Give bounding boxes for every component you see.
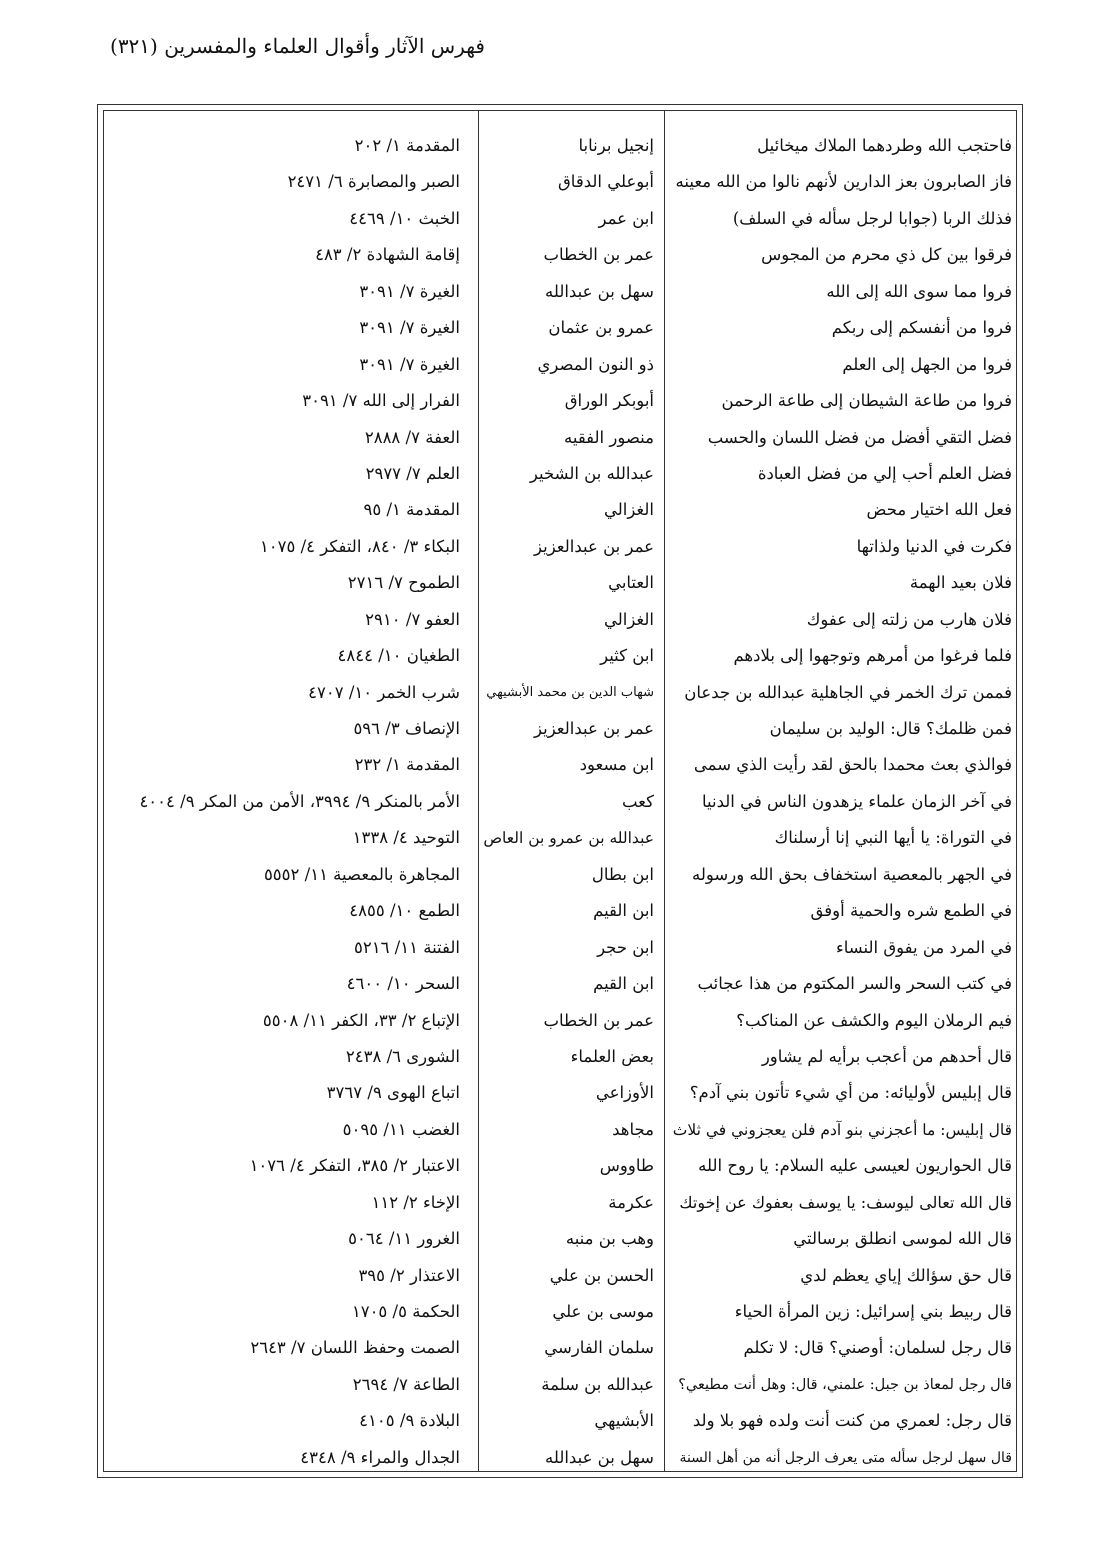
quote-author: شهاب الدين بن محمد الأبشيهي (486, 684, 654, 700)
quote-author: الحسن بن علي (549, 1265, 654, 1285)
page-number: (٣٢١) (110, 34, 158, 58)
quote-author: طاووس (599, 1156, 654, 1176)
table-row (104, 383, 1016, 419)
quote-text: قال الله تعالى ليوسف: يا يوسف بعفوك عن إخوتك (679, 1192, 1012, 1212)
quote-author: ابن مسعود (579, 755, 654, 775)
quote-reference: البلادة ٩/ ٤١٠٥ (359, 1411, 460, 1431)
table-row (104, 128, 1016, 164)
quote-reference: الاعتبار ٢/ ٣٨٥، التفكر ٤/ ١٠٧٦ (249, 1156, 460, 1176)
quote-reference: الغضب ١١/ ٥٠٩٥ (342, 1119, 460, 1139)
page-header (110, 34, 1022, 58)
quote-text: فلما فرغوا من أمرهم وتوجهوا إلى بلادهم (733, 646, 1012, 666)
quote-author: ذو النون المصري (537, 354, 654, 374)
quote-text: فضل التقي أفضل من فضل اللسان والحسب (707, 427, 1012, 447)
quote-reference: الاعتذار ٢/ ٣٩٥ (358, 1265, 460, 1285)
quote-author: سهل بن عبدالله (545, 281, 654, 301)
table-row (104, 1148, 1016, 1184)
table-row (104, 1185, 1016, 1221)
quote-reference: الإنصاف ٣/ ٥٩٦ (353, 719, 460, 738)
table-row (104, 201, 1016, 237)
quote-reference: إقامة الشهادة ٢/ ٤٨٣ (315, 245, 460, 265)
table-row (104, 1221, 1016, 1257)
quote-author: عبدالله بن الشخير (529, 463, 654, 483)
quote-text: قال الله لموسى انطلق برسالتي (793, 1229, 1012, 1249)
table-row (104, 1294, 1016, 1330)
quote-reference: المقدمة ١/ ٩٥ (363, 500, 460, 520)
table-row (104, 1075, 1016, 1111)
quote-reference: الفتنة ١١/ ٥٢١٦ (353, 937, 460, 957)
quote-reference: الفرار إلى الله ٧/ ٣٠٩١ (302, 391, 460, 411)
table-row (104, 1440, 1016, 1476)
quote-reference: الطغيان ١٠/ ٤٨٤٤ (337, 646, 460, 666)
quote-text: قال إبليس لأوليائه: من أي شيء تأتون بني آدم؟ (689, 1083, 1012, 1103)
quote-text: قال رجل: لعمري من كنت أنت ولده فهو بلا ولد (692, 1411, 1012, 1431)
quote-author: وهب بن منبه (565, 1229, 654, 1249)
table-row (104, 857, 1016, 893)
quote-text: في الجهر بالمعصية استخفاف بحق الله ورسوله (692, 864, 1012, 884)
table-row (104, 529, 1016, 565)
table-row (104, 1039, 1016, 1075)
quote-text: قال رجل لسلمان: أوصني؟ قال: لا تكلم (743, 1338, 1012, 1358)
table-row (104, 966, 1016, 1002)
quote-text: فروا من طاعة الشيطان إلى طاعة الرحمن (721, 391, 1012, 411)
table-row (104, 347, 1016, 383)
quote-reference: الأمر بالمنكر ٩/ ٣٩٩٤، الأمن من المكر ٩/ ٤٠٠٤ (139, 791, 460, 811)
quote-reference: الطاعة ٧/ ٢٦٩٤ (352, 1374, 460, 1394)
quote-text: فعل الله اختيار محض (866, 500, 1012, 520)
quote-text: قال أحدهم من أعجب برأيه لم يشاور (761, 1046, 1012, 1066)
quote-author: الأبشيهي (594, 1411, 654, 1431)
quote-text: قال سهل لرجل سأله متى يعرف الرجل أنه من أهل السنة (679, 1449, 1012, 1466)
quote-text: قال الحواريون لعيسى عليه السلام: يا روح الله (698, 1156, 1012, 1176)
quote-author: منصور الفقيه (564, 427, 654, 447)
quote-author: الغزالي (603, 609, 654, 629)
quote-reference: الغرور ١١/ ٥٠٦٤ (348, 1229, 460, 1249)
quote-reference: الطمع ١٠/ ٤٨٥٥ (349, 901, 460, 921)
quote-reference: الجدال والمراء ٩/ ٤٣٤٨ (300, 1447, 460, 1467)
quote-text: فروا مما سوى الله إلى الله (826, 281, 1012, 301)
quote-author: ابن القيم (593, 901, 654, 921)
quote-reference: اتباع الهوى ٩/ ٣٧٦٧ (326, 1083, 460, 1103)
quote-reference: الإتباع ٢/ ٣٣، الكفر ١١/ ٥٥٠٨ (262, 1010, 460, 1030)
quote-text: فيم الرملان اليوم والكشف عن المناكب؟ (736, 1010, 1012, 1030)
table-row (104, 1330, 1016, 1366)
quote-author: بعض العلماء (570, 1046, 654, 1066)
table-row (104, 747, 1016, 783)
quote-author: عكرمة (608, 1192, 654, 1212)
quote-reference: الصبر والمصابرة ٦/ ٢٤٧١ (287, 172, 460, 192)
page-header-title: فهرس الآثار وأقوال العلماء والمفسرين (164, 34, 485, 58)
quote-text: قال ربيط بني إسرائيل: زين المرأة الحياء (734, 1302, 1012, 1321)
quote-text: فمن ظلمك؟ قال: الوليد بن سليمان (769, 719, 1012, 738)
table-row (104, 1003, 1016, 1039)
quote-author: ابن بطال (591, 864, 654, 884)
quote-text: قال حق سؤالك إياي يعظم لدي (800, 1265, 1012, 1285)
quote-reference: الغيرة ٧/ ٣٠٩١ (359, 354, 460, 374)
quote-author: عبدالله بن سلمة (541, 1374, 654, 1394)
table-row (104, 420, 1016, 456)
table-row (104, 1367, 1016, 1403)
quote-text: فرقوا بين كل ذي محرم من المجوس (761, 245, 1012, 265)
quote-author: عمر بن عبدالعزيز (534, 536, 654, 556)
quote-author: إنجيل برنابا (578, 136, 654, 155)
quote-text: فضل العلم أحب إلي من فضل العبادة (757, 463, 1012, 483)
quote-text: فوالذي بعث محمدا بالحق لقد رأيت الذي سمى (693, 755, 1012, 775)
quote-text: فاز الصابرون بعز الدارين لأنهم نالوا من الله معينه (675, 172, 1012, 192)
quote-text: في كتب السحر والسر المكتوم من هذا عجائب (697, 974, 1012, 994)
quote-author: مجاهد (612, 1119, 654, 1139)
table-row (104, 1112, 1016, 1148)
quote-text: قال إبليس: ما أعجزني بنو آدم فلن يعجزوني في ثلاث (672, 1120, 1012, 1139)
quote-text: في آخر الزمان علماء يزهدون الناس في الدنيا (702, 791, 1012, 811)
quote-reference: المقدمة ١/ ٢٣٢ (354, 755, 460, 775)
quote-text: فلان بعيد الهمة (909, 573, 1012, 593)
quote-author: سهل بن عبدالله (545, 1447, 654, 1467)
table-row (104, 1403, 1016, 1439)
quote-author: ابن كثير (600, 646, 654, 666)
table-row (104, 711, 1016, 747)
quote-author: الغزالي (603, 500, 654, 520)
quote-reference: المجاهرة بالمعصية ١١/ ٥٥٥٢ (263, 864, 460, 884)
quote-reference: العفة ٧/ ٢٨٨٨ (364, 427, 460, 447)
table-row (104, 274, 1016, 310)
table-row (104, 164, 1016, 200)
table-row (104, 310, 1016, 346)
quote-reference: الشورى ٦/ ٢٤٣٨ (345, 1046, 460, 1066)
quote-reference: السحر ١٠/ ٤٦٠٠ (346, 974, 460, 994)
quote-reference: شرب الخمر ١٠/ ٤٧٠٧ (308, 682, 460, 702)
quote-reference: الحكمة ٥/ ١٧٠٥ (351, 1302, 460, 1321)
table-row (104, 1258, 1016, 1294)
table-row (104, 675, 1016, 711)
quote-reference: الغيرة ٧/ ٣٠٩١ (359, 281, 460, 301)
quote-text: قال رجل لمعاذ بن جبل: علمني، قال: وهل أنت مطيعي؟ (678, 1376, 1012, 1393)
table-row (104, 602, 1016, 638)
quote-text: فاحتجب الله وطردهما الملاك ميخائيل (757, 136, 1012, 155)
table-row (104, 820, 1016, 856)
quote-text: فذلك الربا (جوابا لرجل سأله في السلف) (732, 208, 1012, 228)
quote-text: فروا من الجهل إلى العلم (842, 354, 1012, 374)
quote-reference: المقدمة ١/ ٢٠٢ (354, 136, 460, 155)
table-row (104, 456, 1016, 492)
quote-author: كعب (621, 791, 654, 811)
quote-reference: الغيرة ٧/ ٣٠٩١ (359, 318, 460, 338)
quote-text: فكرت في الدنيا ولذاتها (856, 536, 1012, 556)
quote-text: فلان هارب من زلته إلى عفوك (806, 609, 1012, 629)
quote-text: في التوراة: يا أيها النبي إنا أرسلناك (774, 828, 1012, 848)
index-table (104, 128, 1016, 1476)
quote-author: العتابي (608, 573, 654, 593)
quote-reference: الإخاء ٢/ ١١٢ (371, 1192, 460, 1212)
quote-author: عمر بن الخطاب (543, 1010, 654, 1030)
quote-reference: التوحيد ٤/ ١٣٣٨ (352, 828, 460, 848)
quote-author: الأوزاعي (595, 1083, 654, 1103)
quote-reference: الخبث ١٠/ ٤٤٦٩ (349, 208, 460, 228)
quote-author: ابن عمر (598, 208, 654, 228)
quote-reference: الصمت وحفظ اللسان ٧/ ٢٦٤٣ (250, 1338, 460, 1358)
table-row (104, 638, 1016, 674)
quote-reference: العلم ٧/ ٢٩٧٧ (365, 463, 460, 483)
quote-author: سلمان الفارسي (544, 1338, 654, 1358)
quote-reference: الطموح ٧/ ٢٧١٦ (347, 573, 460, 593)
quote-author: موسى بن علي (552, 1302, 654, 1321)
quote-author: عبدالله بن عمرو بن العاص (483, 829, 654, 848)
table-row (104, 237, 1016, 273)
quote-author: أبوعلي الدقاق (558, 172, 654, 192)
table-row (104, 893, 1016, 929)
quote-author: عمرو بن عثمان (548, 318, 654, 338)
table-row (104, 784, 1016, 820)
quote-author: ابن حجر (597, 937, 654, 957)
quote-reference: البكاء ٣/ ٨٤٠، التفكر ٤/ ١٠٧٥ (259, 536, 460, 556)
table-row (104, 565, 1016, 601)
quote-text: فممن ترك الخمر في الجاهلية عبدالله بن جدعان (684, 682, 1012, 702)
table-row (104, 492, 1016, 528)
quote-author: ابن القيم (593, 974, 654, 994)
quote-text: في الطمع شره والحمية أوفق (810, 901, 1012, 921)
table-row (104, 930, 1016, 966)
quote-author: عمر بن عبدالعزيز (534, 719, 654, 738)
quote-text: فروا من أنفسكم إلى ربكم (831, 318, 1012, 338)
quote-reference: العفو ٧/ ٢٩١٠ (365, 609, 460, 629)
quote-author: عمر بن الخطاب (543, 245, 654, 265)
quote-text: في المرد من يفوق النساء (836, 937, 1012, 957)
quote-author: أبوبكر الوراق (564, 391, 654, 411)
